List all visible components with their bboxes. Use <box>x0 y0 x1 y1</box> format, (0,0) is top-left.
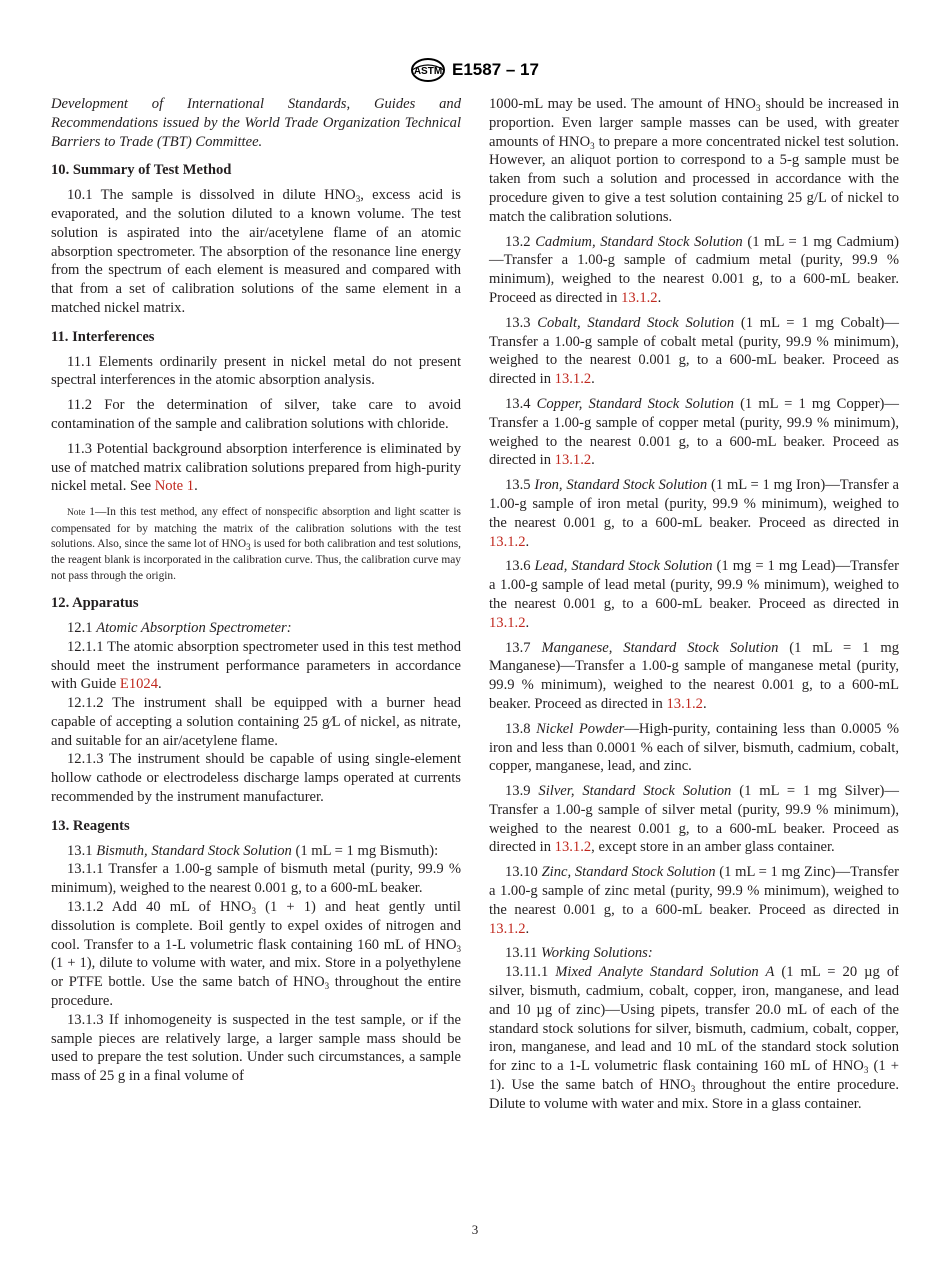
para-13-11: 13.11 Working Solutions: <box>505 945 653 962</box>
para-13-8: 13.8 Nickel Powder—High-purity, containing less than 0.0005 % iron and less than 0.0001 % each of silver, bismuth, cadmium, cobalt, copper, manganese, lead, and zinc. <box>489 720 899 775</box>
svg-text:ASTM: ASTM <box>413 66 443 77</box>
para-13-9: 13.9 Silver, Standard Stock Solution (1 mL = 1 mg Silver)—Transfer a 1.00-g sample of silver metal (purity, 99.9 % minimum), weighed to the nearest 0.001 g, to a 600-mL beaker. Proceed as directed in 13.1.2, except store in an amber glass container. <box>489 783 899 856</box>
para-11-2: 11.2 For the determination of silver, take care to avoid contamination of the sample and calibration solutions with chloride. <box>51 397 461 432</box>
intro-text: Development of International Standards, Guides and Recommendations issued by the World Trade Organization Technical Barriers to Trade (TBT) Committee. <box>51 96 461 150</box>
page-number: 3 <box>471 1222 479 1237</box>
left-column <box>51 95 461 1086</box>
para-13-1: 13.1 Bismuth, Standard Stock Solution (1 mL = 1 mg Bismuth): <box>67 842 439 859</box>
para-11-3: 11.3 Potential background absorption interference is eliminated by use of matched matrix calibration solutions prepared from high-purity nickel metal. See Note 1. <box>51 440 461 495</box>
para-13-7: 13.7 Manganese, Standard Stock Solution (1 mL = 1 mg Manganese)—Transfer a 1.00-g sample of manganese metal (purity, 99.9 % minimum), weighed to the nearest 0.001 g, to a 600-mL beaker. Proceed as directed in 13.1.2. <box>489 639 900 712</box>
ref-13-1-2-link[interactable]: 13.1.2 <box>554 839 592 856</box>
para-12-1-3: 12.1.3 The instrument should be capable of using single-element hollow cathode or electrodeless discharge lamps operated at currents recommended by the instrument manufacturer. <box>51 751 461 806</box>
para-12-1: 12.1 Atomic Absorption Spectrometer: <box>67 619 292 636</box>
para-13-5: 13.5 Iron, Standard Stock Solution (1 mL = 1 mg Iron)—Transfer a 1.00-g sample of iron metal (purity, 99.9 % minimum), weighed to the nearest 0.001 g, to a 600-mL beaker. Proceed as directed in 13.1.2. <box>489 477 899 550</box>
note-1-link[interactable]: Note 1 <box>154 478 195 495</box>
page-header <box>0 58 950 82</box>
para-13-1-3: 13.1.3 If inhomogeneity is suspected in the test sample, or if the sample pieces are relatively large, a larger sample mass should be used to prepare the test solution. Under such circumstances, a sample mass of 25 g in a final volume of <box>51 1011 461 1085</box>
para-11-1: 11.1 Elements ordinarily present in nickel metal do not present spectral interferences in the atomic absorption analysis. <box>51 353 461 389</box>
right-column <box>489 95 899 1114</box>
para-12-1-1: 12.1.1 The atomic absorption spectrometer used in this test method should meet the instrument performance parameters in accordance with Guide E1024. <box>51 638 461 693</box>
ref-13-1-2-link[interactable]: 13.1.2 <box>489 614 526 631</box>
section-13-heading: 13. Reagents <box>51 817 130 834</box>
section-12-heading: 12. Apparatus <box>51 595 139 612</box>
para-13-10: 13.10 Zinc, Standard Stock Solution (1 mL = 1 mg Zinc)—Transfer a 1.00-g sample of zinc metal (purity, 99.9 % minimum), weighed to the nearest 0.001 g, to a 600-mL beaker. Proceed as directed in 13.1.2. <box>489 864 900 937</box>
para-13-2: 13.2 Cadmium, Standard Stock Solution (1 mL = 1 mg Cadmium)—Transfer a 1.00-g sample of cadmium metal (purity, 99.9 % minimum), weighed to the nearest 0.001 g, to a 600-mL beaker. Proceed as directed in 13.1.2. <box>489 233 900 306</box>
ref-13-1-2-link[interactable]: 13.1.2 <box>489 920 526 937</box>
ref-13-1-2-link[interactable]: 13.1.2 <box>489 533 526 550</box>
para-13-4: 13.4 Copper, Standard Stock Solution (1 mL = 1 mg Copper)—Transfer a 1.00-g sample of copper metal (purity, 99.9 % minimum), weighed to the nearest 0.001 g, to a 600-mL beaker. Proceed as directed in 13.1.2. <box>489 395 900 469</box>
para-10-1: 10.1 The sample is dissolved in dilute $HNO_3$, excess acid is evaporated, and the solution diluted to a known volume. The test solution is aspirated into the air/acetylene flame of an atomic absorption spectrometer. The absorption of the resonance line energy from the spectrum of each element is measured and compared with that from a set of calibration solutions of the same element in a matched nickel matrix. <box>51 187 461 316</box>
astm-logo-icon <box>408 58 448 82</box>
section-10-heading: 10. Summary of Test Method <box>51 162 232 179</box>
ref-13-1-2-link[interactable]: 13.1.2 <box>621 289 658 306</box>
ref-13-1-2-link[interactable]: 13.1.2 <box>554 452 592 469</box>
para-13-1-2: 13.1.2 Add 40 mL of $HNO_3$ (1 + 1) and heat gently until dissolution is complete. Boil gently to expel oxides of nitrogen and cool. Transfer to a 1-L volumetric flask containing 160 mL of $HNO_3$ (1 + 1), dilute to volume with water, and mix. Store in a polyethylene or PTFE bottle. Use the same batch of $HNO_3$ throughout the entire procedure. <box>51 899 461 1010</box>
para-12-1-2: 12.1.2 The instrument shall be equipped with a burner head capable of accepting a solution containing 25 g⁄L of nickel, as nitrate, and suitable for an air/acetylene flame. <box>51 695 461 749</box>
ref-13-1-2-link[interactable]: 13.1.2 <box>554 371 592 388</box>
ref-13-1-2-link[interactable]: 13.1.2 <box>666 695 703 712</box>
para-13-3: 13.3 Cobalt, Standard Stock Solution (1 mL = 1 mg Cobalt)—Transfer a 1.00-g sample of cobalt metal (purity, 99.9 % minimum), weighed to the nearest 0.001 g, to a 600-mL beaker. Proceed as directed in 13.1.2. <box>489 314 899 388</box>
para-13-6: 13.6 Lead, Standard Stock Solution (1 mg = 1 mg Lead)—Transfer a 1.00-g sample of lead metal (purity, 99.9 % minimum), weighed to the nearest 0.001 g, to a 600-mL beaker. Proceed as directed in 13.1.2. <box>489 558 899 631</box>
section-11-heading: 11. Interferences <box>51 328 155 345</box>
para-13-1-1: 13.1.1 Transfer a 1.00-g sample of bismuth metal (purity, 99.9 % minimum), weighed to the nearest 0.001 g, to a 600-mL beaker. <box>51 861 461 897</box>
para-13-1-3-continued: 1000-mL may be used. The amount of $HNO_3$ should be increased in proportion. Even larger sample masses can be used, with greater amounts of $HNO_3$ to prepare a more concentrated nickel test solution. However, an aliquot portion to correspond to a 5-g sample must be taken from such a solution and processed in accordance with the procedure given to give a test solution containing 25 g/L of nickel to match the calibration solutions. <box>489 96 899 225</box>
document-id: E1587 – 17 <box>452 60 539 79</box>
e1024-link[interactable]: E1024 <box>119 676 159 693</box>
note-1: Note 1—In this test method, any effect of nonspecific absorption and light scatter is compensated for by matching the matrix of the calibration solutions with the test solutions. Also, since the same lot of $HNO_3$ is used for both calibration and test solutions, the reagent blank is incorporated in the calibration curve. Thus, the calibration curve may not pass through the origin. <box>51 506 461 582</box>
para-13-11-1: 13.11.1 Mixed Analyte Standard Solution A (1 mL = 20 µg of silver, bismuth, cadmium, cobalt, copper, iron, manganese, and lead and 10 µg of zinc)—Using pipets, transfer 20.0 mL of each of the standard stock solutions for silver, bismuth, cadmium, cobalt, copper, iron, manganese, and lead and 10 mL of the standard stock solution for zinc to a 1-L volumetric flask containing 160 mL of $HNO_3$ (1 + 1). Use the same batch of $HNO_3$ throughout the entire procedure. Dilute to volume with water and mix. Store in a glass container. <box>489 964 899 1112</box>
